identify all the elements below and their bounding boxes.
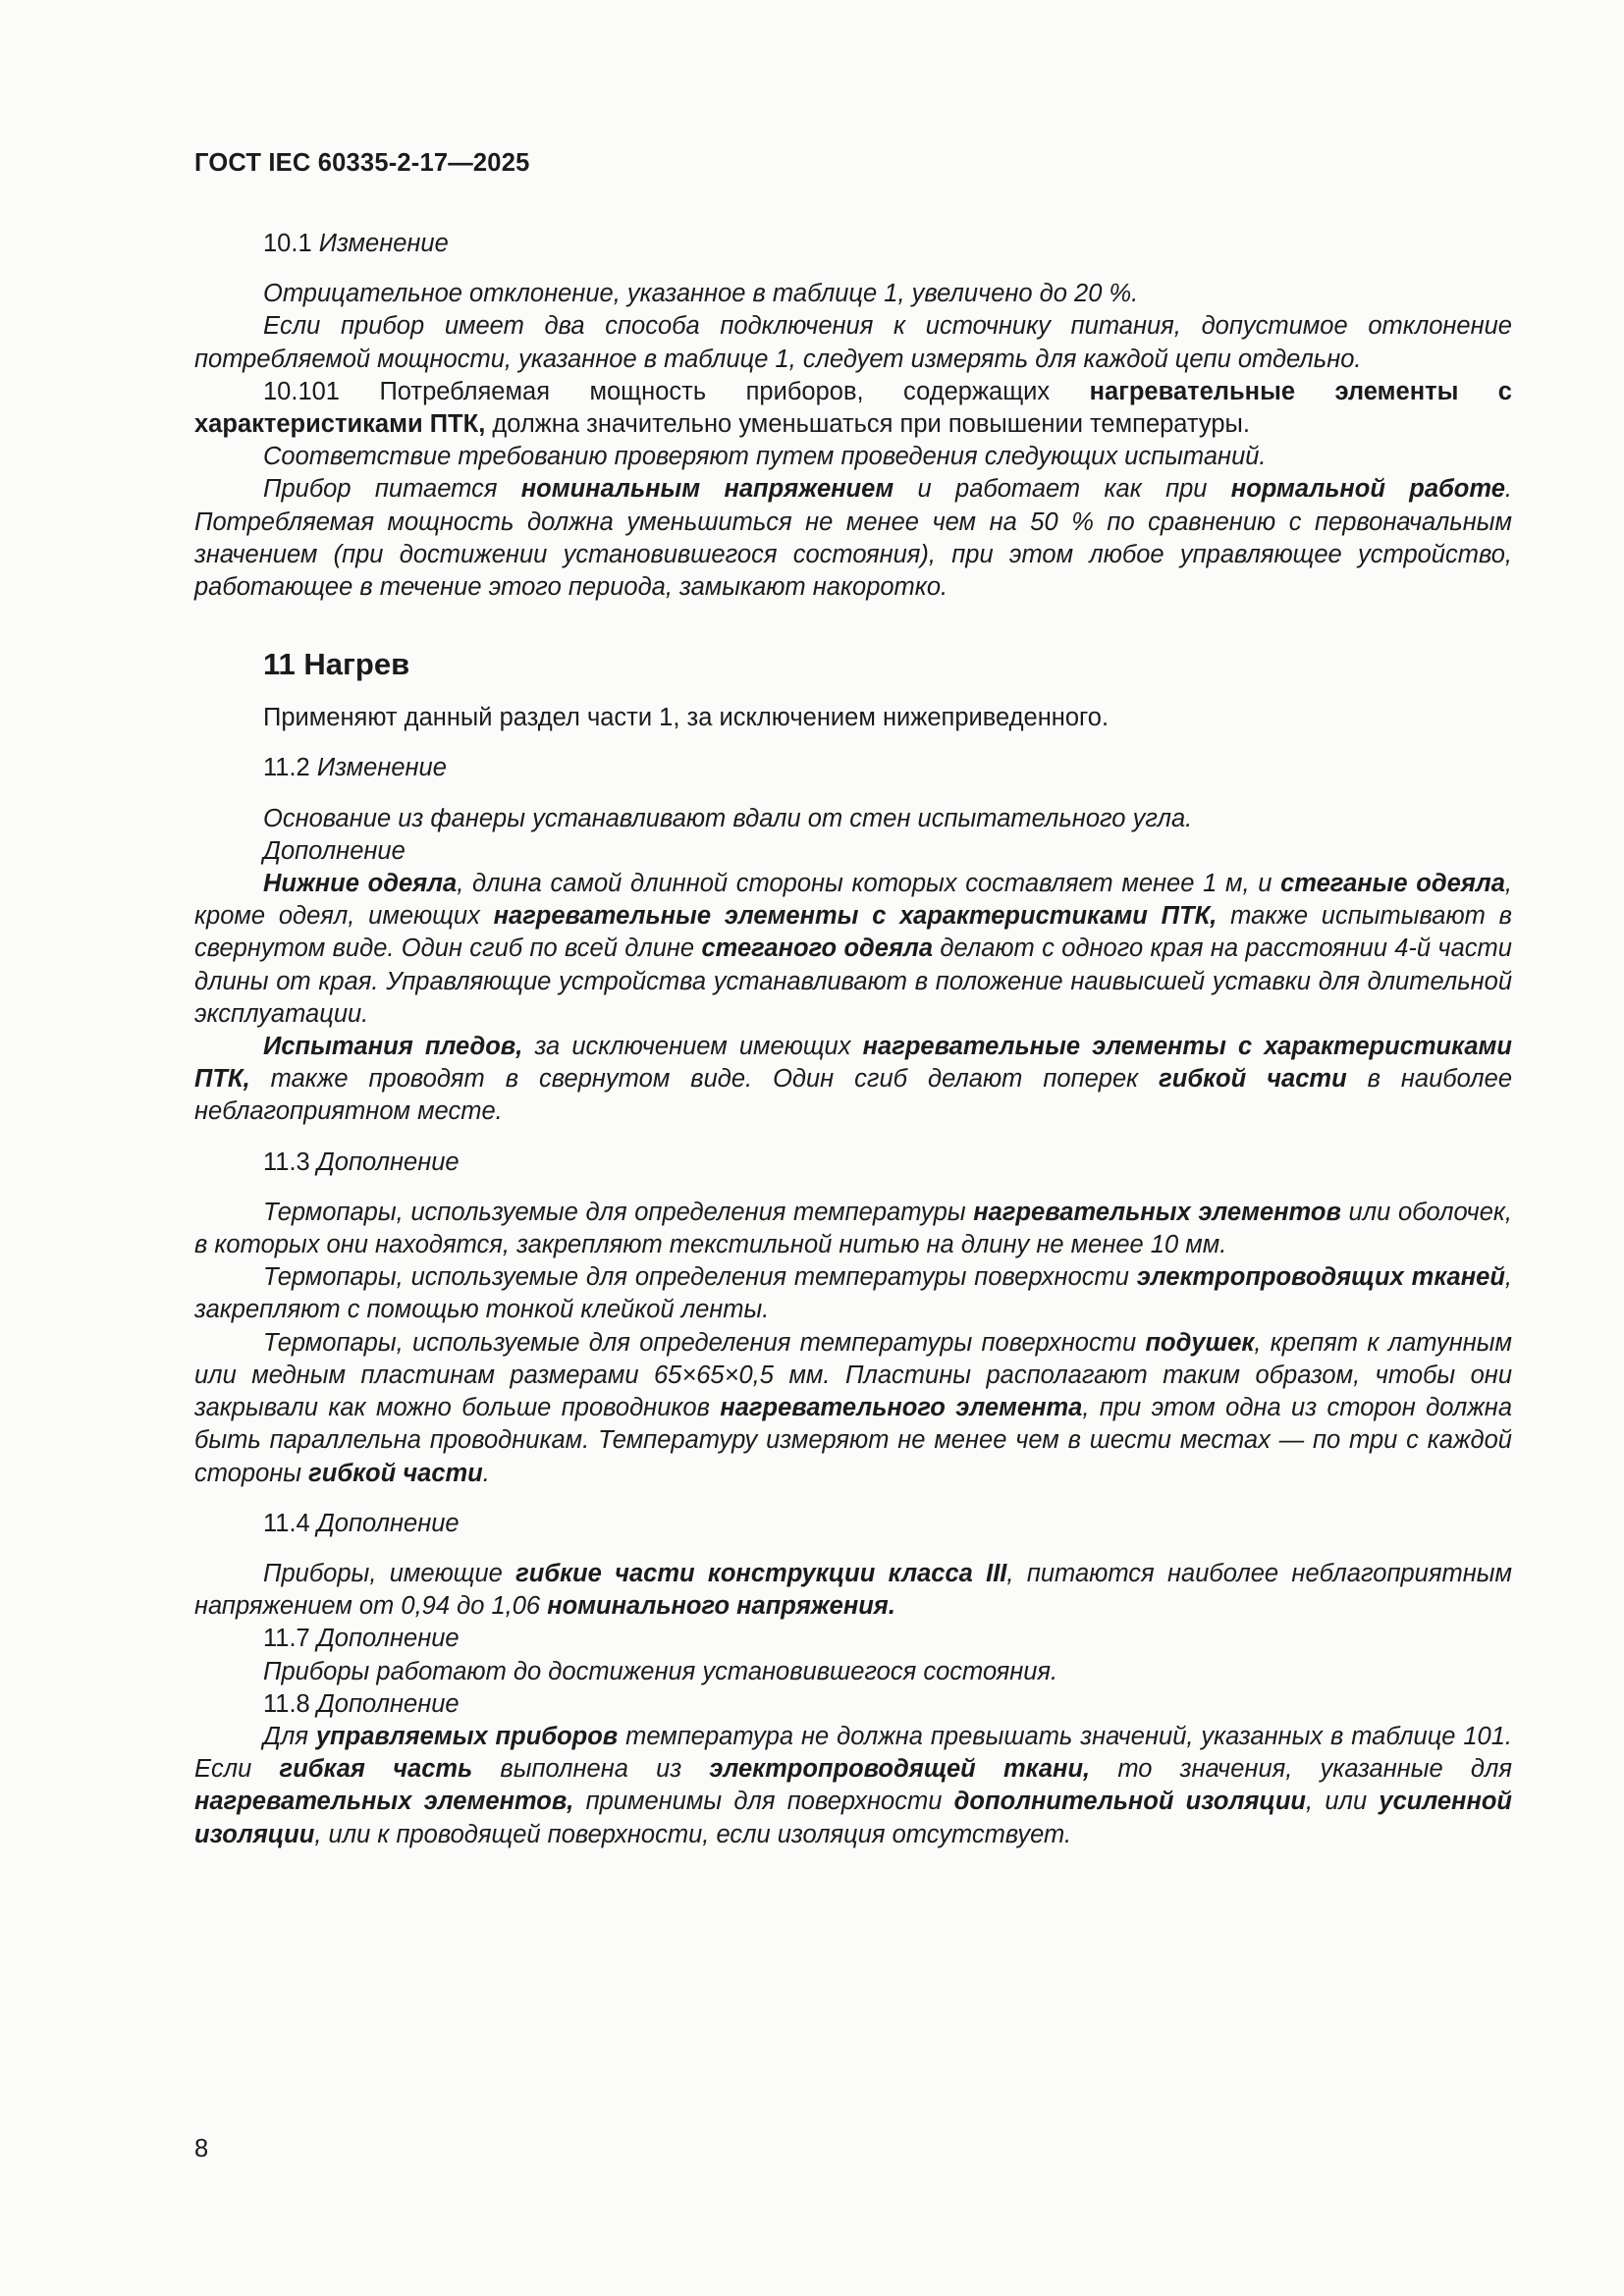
- clause-11-3-heading: [194, 1147, 1512, 1179]
- clause-number: 11.7: [263, 1625, 317, 1653]
- text-run: Для: [263, 1722, 316, 1750]
- text-run: делают с одного края на расстоянии 4-й части длины от края. Управляющие устройства устанавливают в положение наивысшей уставки для длительной эксплуатации.: [194, 934, 1512, 1028]
- clause-11-8-heading: [194, 1688, 1512, 1721]
- defined-term: подушек: [1145, 1328, 1255, 1357]
- defined-term: электропроводящей ткани,: [709, 1755, 1091, 1784]
- defined-term: Испытания пледов,: [263, 1033, 523, 1061]
- defined-term: гибкие части конструкции класса III: [515, 1559, 1007, 1587]
- text-run: , крепят к латунным или медным пластинам размерами 65×65×0,5 мм. Пластины располагают таким образом, чтобы они закрывали как можно больше проводников: [194, 1328, 1513, 1422]
- defined-term: нормальной работе: [1230, 475, 1505, 504]
- defined-term: управляемых приборов: [315, 1722, 619, 1750]
- page-number: 8: [194, 2135, 209, 2163]
- text-run: , кроме одеял, имеющих: [194, 870, 1512, 931]
- clause-number: 11.2: [263, 754, 317, 782]
- clause-label: Изменение: [318, 230, 449, 257]
- defined-term: нагревательных элементов: [973, 1198, 1341, 1226]
- document-header: ГОСТ IEC 60335-2-17—2025: [194, 149, 530, 177]
- clause-number: 11.4: [263, 1509, 317, 1537]
- defined-term: номинального напряжения.: [547, 1592, 895, 1621]
- clause-10-1-p1: Отрицательное отклонение, указанное в таблице 1, увеличено до 20 %.: [263, 280, 1139, 308]
- text-run: , закрепляют с помощью тонкой клейкой ленты.: [194, 1263, 1512, 1324]
- defined-term: нагревательные элементы с характеристиками ПТК,: [194, 1033, 1512, 1094]
- section-11-intro: Применяют данный раздел части 1, за исключением нижеприведенного.: [263, 704, 1110, 732]
- clause-10-1-heading: [194, 228, 1512, 260]
- clause-11-4-p: [194, 1558, 1512, 1623]
- defined-term: нагревательного элемента: [720, 1394, 1083, 1422]
- document-body: [194, 228, 1512, 1851]
- text-run: выполнена из: [472, 1755, 710, 1784]
- text-run: , или к проводящей поверхности, если изоляция отсутствует.: [314, 1820, 1072, 1848]
- clause-number: 11.8: [263, 1689, 317, 1718]
- defined-term: номинальным напряжением: [520, 475, 894, 504]
- defined-term: гибкой части: [1159, 1065, 1347, 1094]
- text-run: Прибор питается: [263, 475, 521, 504]
- text-run: температура не должна превышать значений, указанных в таблице 101. Если: [194, 1722, 1512, 1784]
- clause-11-8-p: [194, 1721, 1512, 1851]
- text-run: , длина самой длинной стороны которых составляет менее 1 м, и: [457, 870, 1281, 898]
- clause-number: 11.3: [263, 1148, 317, 1176]
- clause-11-2-p1: Основание из фанеры устанавливают вдали от стен испытательного угла.: [263, 804, 1193, 832]
- section-11-title: 11 Нагрев: [263, 647, 410, 682]
- text-run: также испытывают в свернутом виде. Один сгиб по всей длине: [194, 902, 1512, 963]
- clause-label: Дополнение: [316, 1148, 460, 1176]
- text-run: . Потребляемая мощность должна уменьшиться не менее чем на 50 % по сравнению с первоначальным значением (при достижении установившегося состояния), при этом любое управляющее устройство, работающее в течение этого периода, замыкают накоротко.: [194, 475, 1512, 602]
- clause-11-2-addition: Дополнение: [263, 836, 406, 865]
- clause-11-3-t3: [194, 1327, 1512, 1490]
- clause-10-101: [194, 376, 1512, 441]
- clause-11-2-throws: [194, 1031, 1512, 1129]
- clause-11-3-t2: [194, 1261, 1512, 1326]
- defined-term: стеганого одеяла: [701, 934, 934, 963]
- clause-11-7-heading: [194, 1623, 1512, 1655]
- text-run: или оболочек, в которых они находятся, закрепляют текстильной нитью на длину не менее 10 мм.: [194, 1198, 1513, 1259]
- clause-10-101-test: [194, 473, 1512, 604]
- text-run: и работает как при: [893, 475, 1231, 504]
- text-run: , при этом одна из сторон должна быть параллельна проводникам. Температуру измеряют не менее чем в шести местах — по три с каждой стороны: [194, 1394, 1513, 1487]
- text-run: .: [482, 1459, 490, 1487]
- text-run: то значения, указанные для: [1090, 1755, 1513, 1784]
- text-run: в наиболее неблагоприятном месте.: [194, 1065, 1512, 1126]
- defined-term: нагревательные элементы с характеристиками ПТК,: [194, 377, 1512, 439]
- clause-label: Дополнение: [316, 1625, 460, 1653]
- text-run: , или: [1306, 1788, 1380, 1816]
- text-run: применимы для поверхности: [573, 1788, 954, 1816]
- clause-10-1-p2: Если прибор имеет два способа подключения к источнику питания, допустимое отклонение потребляемой мощности, указанное в таблице 1, следует измерять для каждой цепи отдельно.: [194, 312, 1512, 373]
- clause-label: Дополнение: [316, 1509, 460, 1537]
- defined-term: гибкой части: [308, 1459, 483, 1487]
- clause-11-4-heading: [194, 1508, 1512, 1540]
- defined-term: стеганые одеяла: [1280, 870, 1505, 898]
- clause-label: Дополнение: [316, 1689, 460, 1718]
- text-run: Термопары, используемые для определения температуры: [263, 1198, 974, 1226]
- defined-term: дополнительной изоляции: [953, 1788, 1307, 1816]
- clause-11-2-quilts: [194, 868, 1512, 1031]
- clause-10-101-compliance: Соответствие требованию проверяют путем проведения следующих испытаний.: [263, 443, 1267, 471]
- clause-11-7-p: Приборы работают до достижения установившегося состояния.: [263, 1657, 1058, 1685]
- text-run: также проводят в свернутом виде. Один сгиб делают поперек: [249, 1065, 1160, 1094]
- text-run: , питаются наиболее неблагоприятным напряжением от 0,94 до 1,06: [194, 1559, 1512, 1621]
- defined-term: Нижние одеяла: [263, 870, 458, 898]
- defined-term: электропроводящих тканей: [1136, 1263, 1505, 1292]
- text-run: Приборы, имеющие: [263, 1559, 516, 1587]
- text-run: 10.101 Потребляемая мощность приборов, содержащих: [263, 377, 1090, 405]
- defined-term: гибкая часть: [279, 1755, 473, 1784]
- defined-term: нагревательные элементы с характеристиками ПТК,: [493, 902, 1218, 931]
- text-run: Термопары, используемые для определения температуры поверхности: [263, 1328, 1146, 1357]
- text-run: должна значительно уменьшаться при повышении температуры.: [485, 410, 1250, 439]
- clause-11-3-t1: [194, 1197, 1512, 1261]
- clause-label: Изменение: [316, 754, 447, 782]
- clause-number: 10.1: [263, 230, 319, 257]
- defined-term: нагревательных элементов,: [194, 1788, 574, 1816]
- text-run: за исключением имеющих: [522, 1033, 863, 1061]
- text-run: Термопары, используемые для определения температуры поверхности: [263, 1263, 1137, 1292]
- clause-11-2-heading: [194, 752, 1512, 784]
- defined-term: усиленной изоляции: [194, 1788, 1513, 1848]
